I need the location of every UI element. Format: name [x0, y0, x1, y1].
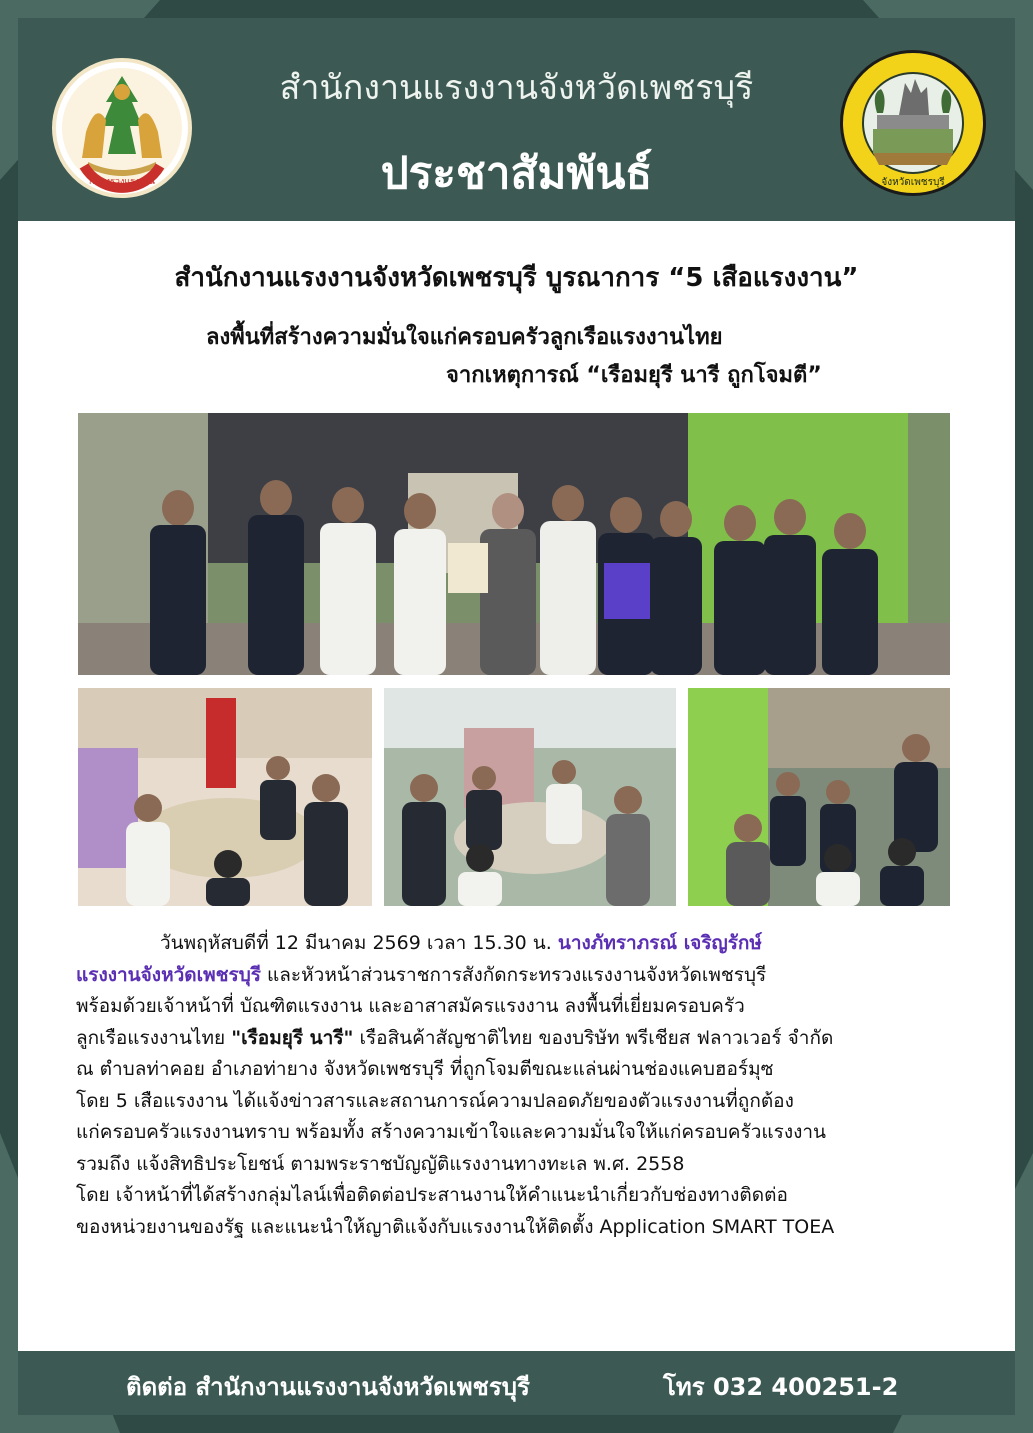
body-line: โดย เจ้าหน้าที่ได้สร้างกลุ่มไลน์เพื่อติดต่อประสานงานให้คำแนะนำเกี่ยวกับช่องทางติดต่อ: [76, 1184, 788, 1206]
body-line: แก่ครอบครัวแรงงานทราบ พร้อมทั้ง สร้างความเข้าใจและความมั่นใจให้แก่ครอบครัวแรงงาน: [76, 1121, 827, 1143]
body-line: ลูกเรือแรงงานไทย: [76, 1026, 232, 1049]
body-line: วันพฤหัสบดีที่ 12 มีนาคม 2569 เวลา 15.30 น.: [160, 932, 558, 954]
article-body: [76, 928, 976, 1243]
meeting-photo-2: [384, 688, 676, 906]
group-photo: [78, 413, 950, 675]
body-line: ณ ตำบลท่าคอย อำเภอท่ายาง จังหวัดเพชรบุรี ที่ถูกโจมตีขณะแล่นผ่านช่องแคบฮอร์มุซ: [76, 1058, 774, 1080]
body-line: และหัวหน้าส่วนราชการสังกัดกระทรวงแรงงานจังหวัดเพชรบุรี: [261, 963, 767, 986]
footer-contact: ติดต่อ สำนักงานแรงงานจังหวัดเพชรบุรี: [126, 1373, 530, 1401]
body-line: พร้อมด้วยเจ้าหน้าที่ บัณฑิตแรงงาน และอาสาสมัครแรงงาน ลงพื้นที่เยี่ยมครอบครัว: [76, 995, 745, 1017]
official-title: แรงงานจังหวัดเพชรบุรี: [76, 963, 261, 986]
logo-left-text: กระทรวงแรงงาน: [89, 177, 155, 187]
footer-bar: [18, 1351, 1015, 1415]
article-subheading-line1: ลงพื้นที่สร้างความมั่นใจแก่ครอบครัวลูกเรือแรงงานไทย: [206, 325, 723, 350]
body-line: รวมถึง แจ้งสิทธิประโยชน์ ตามพระราชบัญญัติแรงงานทางทะเล พ.ศ. 2558: [76, 1152, 685, 1175]
office-title: สำนักงานแรงงานจังหวัดเพชรบุรี: [279, 68, 754, 108]
content-panel: [18, 221, 1015, 1351]
article-subheading-line2: จากเหตุการณ์ “เรือมยุรี นารี ถูกโจมตี”: [446, 363, 822, 388]
body-line: โดย 5 เสือแรงงาน ได้แจ้งข่าวสารและสถานการณ์ความปลอดภัยของตัวแรงงานที่ถูกต้อง: [76, 1089, 794, 1112]
meeting-photo-1: [78, 688, 372, 906]
logo-right-text: จังหวัดเพชรบุรี: [881, 177, 945, 188]
meeting-photo-3: [688, 688, 950, 906]
body-line: เรือสินค้าสัญชาติไทย ของบริษัท พรีเชียส ฟลาวเวอร์ จำกัด: [353, 1026, 834, 1049]
phetchaburi-province-seal: [840, 50, 986, 196]
ship-name: "เรือมยุรี นารี": [231, 1026, 354, 1049]
body-line: ของหน่วยงานของรัฐ และแนะนำให้ญาติแจ้งกับแรงงานให้ติดตั้ง Application SMART TOEA: [76, 1215, 835, 1238]
pr-subtitle: ประชาสัมพันธ์: [380, 148, 653, 199]
footer-phone: โทร 032 400251-2: [663, 1373, 899, 1401]
article-headline: สำนักงานแรงงานจังหวัดเพชรบุรี บูรณาการ “5 เสือแรงงาน”: [174, 263, 859, 293]
official-name: นางภัทราภรณ์ เจริญรักษ์: [557, 932, 762, 954]
header-banner: [18, 18, 1015, 221]
